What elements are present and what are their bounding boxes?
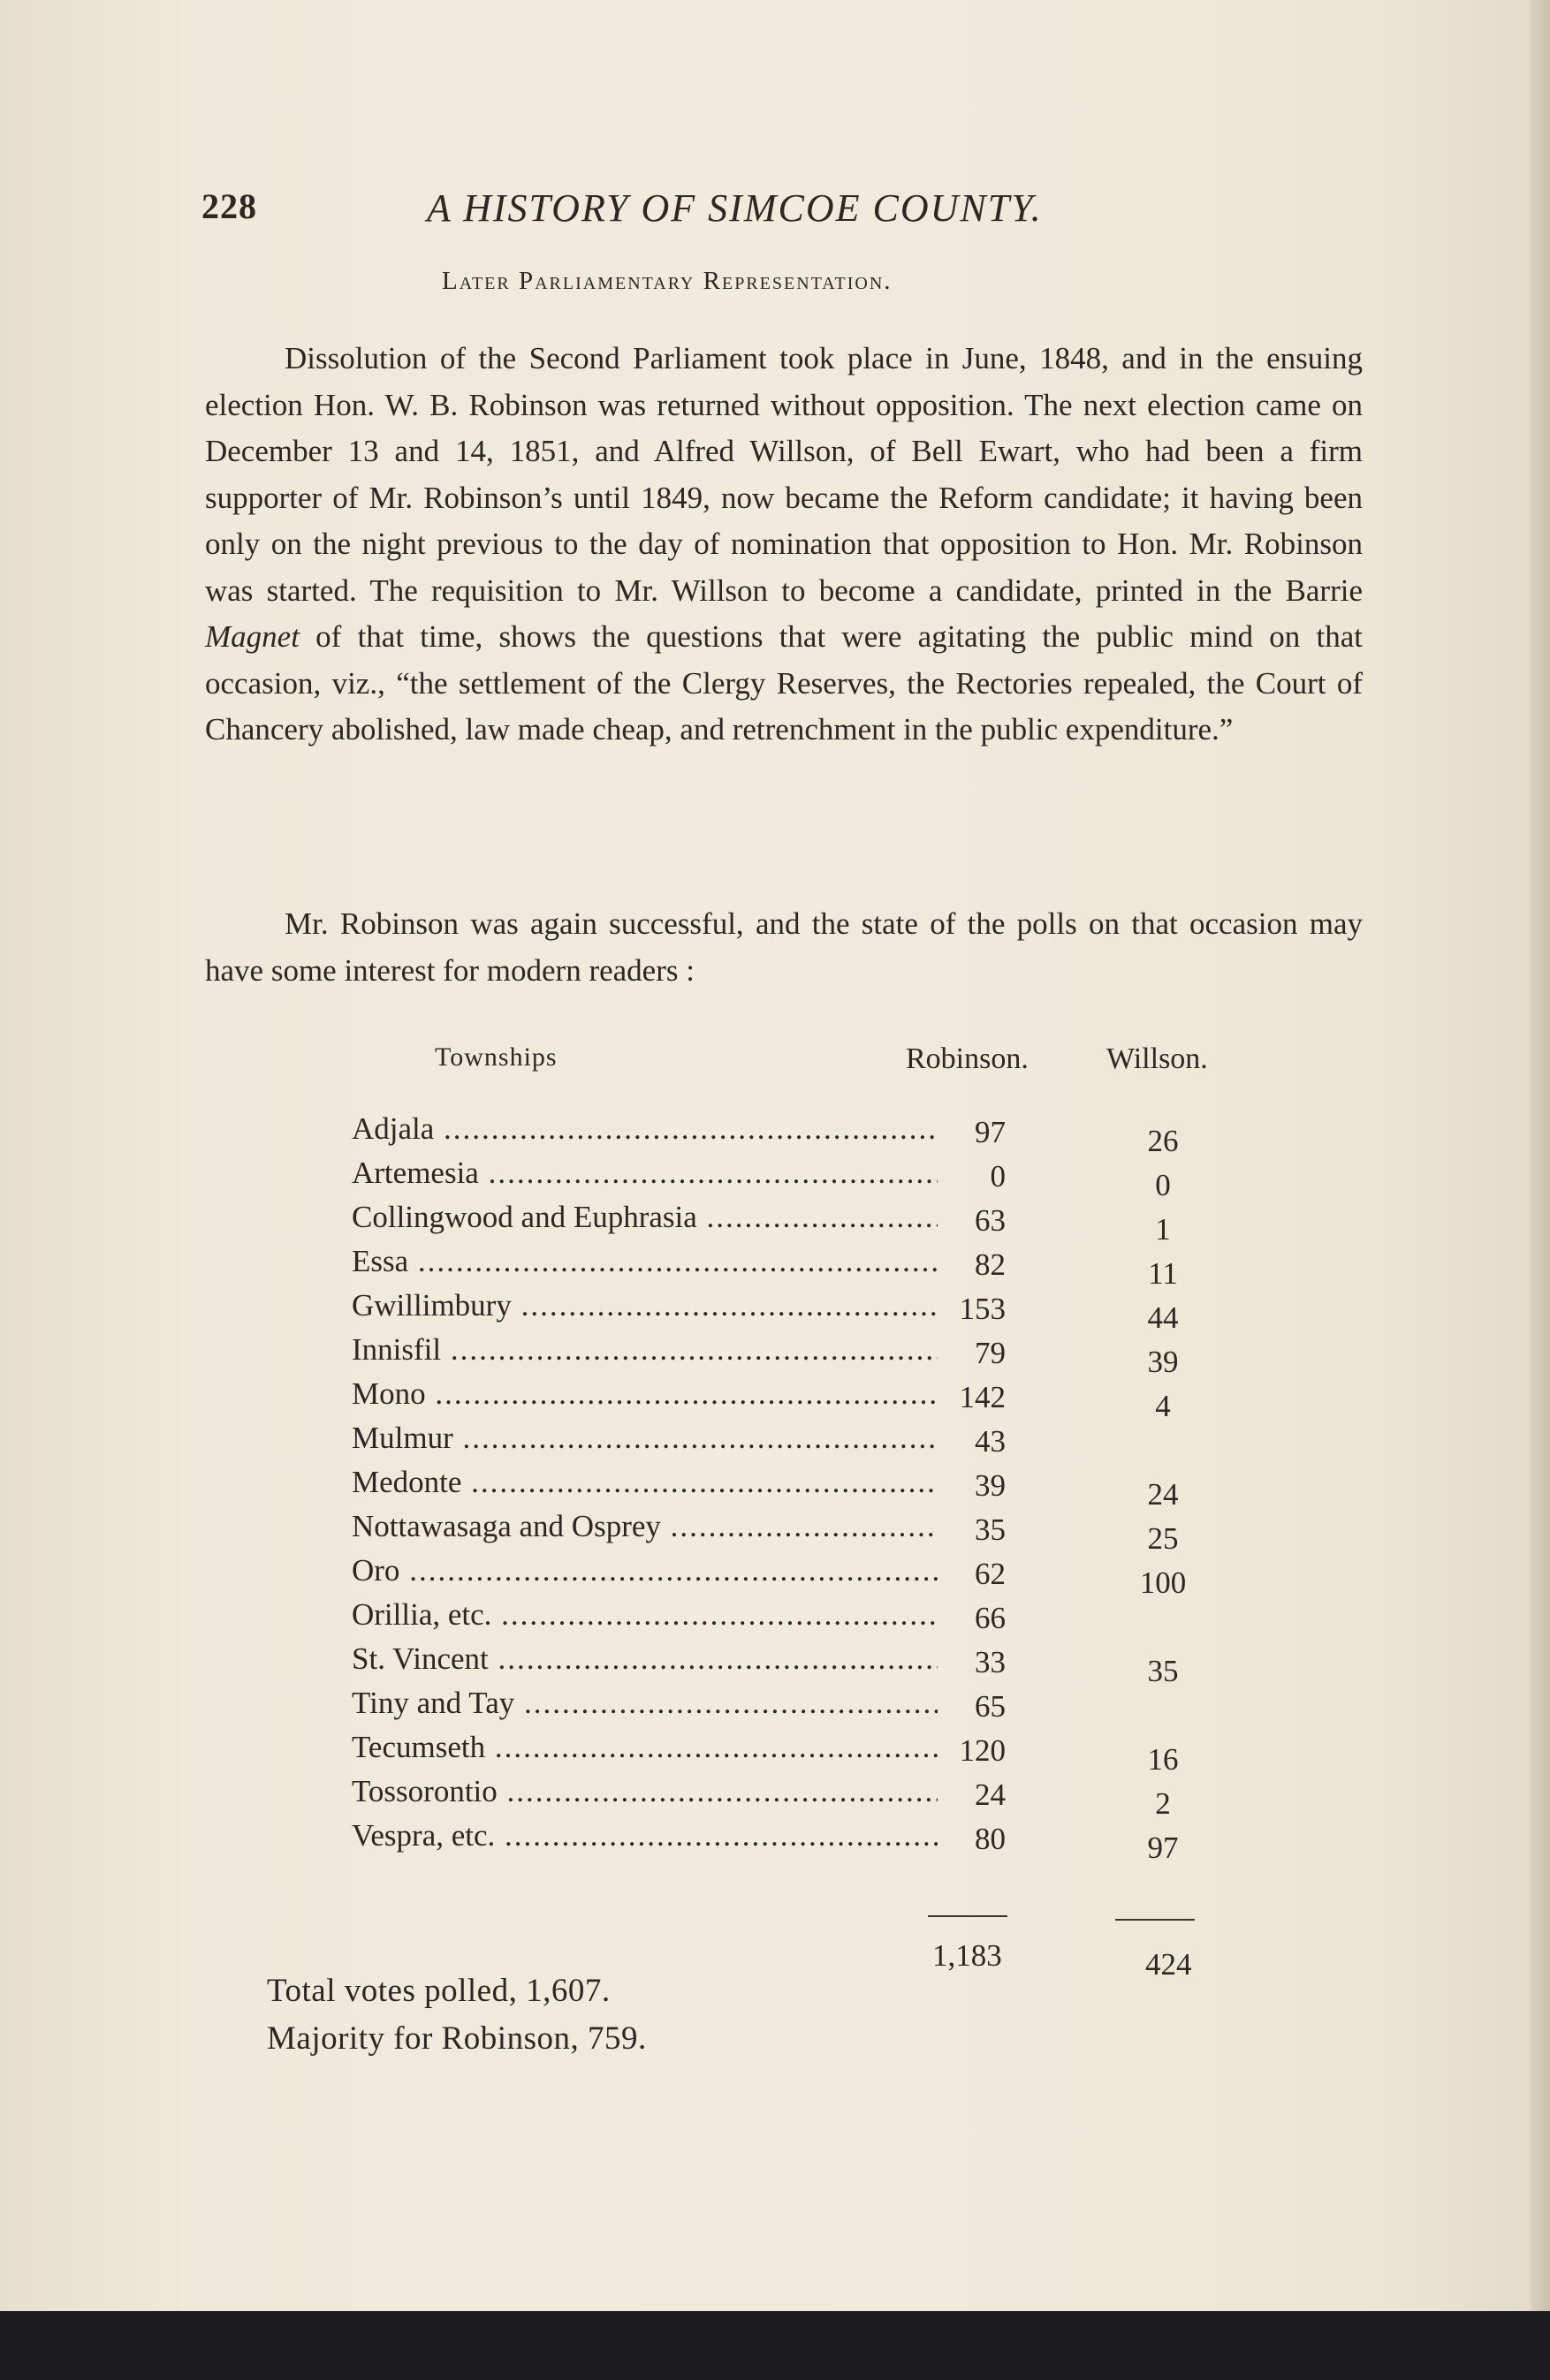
- page-number: 228: [201, 186, 257, 226]
- willson-votes: 97: [1147, 1830, 1179, 1865]
- willson-total: 424: [1145, 1947, 1192, 1982]
- willson-votes: 1: [1155, 1212, 1171, 1247]
- willson-votes: 11: [1148, 1256, 1178, 1291]
- robinson-votes: 33: [975, 1645, 1006, 1679]
- township-name: Innisfil .....: [352, 1332, 938, 1368]
- township-name: Collingwood and Euphrasia .....: [352, 1200, 938, 1235]
- township-name: Essa .....: [352, 1244, 938, 1279]
- table-row: [352, 1597, 1235, 1641]
- scan-bottom-border: [0, 2311, 1550, 2380]
- robinson-votes: 24: [975, 1777, 1006, 1812]
- table-row: [352, 1686, 1235, 1730]
- running-head: [201, 186, 1121, 239]
- willson-votes: 100: [1139, 1565, 1187, 1600]
- township-name: Mulmur .....: [352, 1421, 938, 1456]
- table-row: [352, 1200, 1235, 1247]
- robinson-votes: 66: [975, 1601, 1006, 1635]
- robinson-votes: 97: [975, 1115, 1006, 1149]
- robinson-votes: 79: [975, 1336, 1006, 1370]
- table-row: [352, 1553, 1235, 1600]
- table-row: [352, 1244, 1235, 1291]
- table-row: [352, 1156, 1235, 1200]
- willson-votes: 4: [1155, 1389, 1171, 1423]
- robinson-votes: 62: [975, 1557, 1006, 1591]
- table-row: [352, 1774, 1235, 1821]
- table-row: [352, 1111, 1235, 1156]
- total-rule-willson: [1115, 1919, 1195, 1921]
- township-name: Tossorontio .....: [352, 1774, 938, 1809]
- robinson-votes: 120: [959, 1733, 1006, 1768]
- township-name: Vespra, etc. .....: [352, 1818, 938, 1853]
- paragraph-text: Mr. Robinson was again successful, and the state of the polls on that occasion may have some interest for modern readers :: [205, 906, 1363, 988]
- table-row: [352, 1730, 1235, 1777]
- robinson-votes: 80: [975, 1822, 1006, 1856]
- willson-votes: 39: [1147, 1345, 1179, 1379]
- willson-votes: 0: [1155, 1168, 1171, 1202]
- column-header-willson: Willson.: [1106, 1042, 1208, 1075]
- paragraph-text: Dissolution of the Second Parliament took place in June, 1848, and in the ensuing election Hon. W. B. Robinson was returned without opposition. The next election came on December 13 and 14, 1851, and Alfred Willson, of Bell Ewart, who had been a firm supporter of Mr. Robinson’s until 1849, now became the Reform candidate; it having been only on the night previous to the day of nomination that opposition to Hon. Mr. Robinson was started. The requisition to Mr. Willson to become a candidate, printed in the Barrie: [205, 341, 1363, 608]
- willson-votes: 35: [1147, 1654, 1179, 1688]
- township-name: Medonte .....: [352, 1465, 938, 1500]
- table-row: [352, 1509, 1235, 1556]
- paragraph-text: of that time, shows the questions that were agitating the public mind on that occasion, viz., “the settlement of the Clergy Reserves, the Rectories repealed, the Court of Chancery abolished, law made cheap, and retrenchment in the public expenditure.”: [205, 619, 1364, 747]
- robinson-votes: 39: [975, 1468, 1006, 1503]
- willson-votes: 44: [1147, 1300, 1179, 1335]
- willson-votes: 2: [1155, 1786, 1171, 1821]
- robinson-votes: 82: [975, 1247, 1006, 1282]
- paragraph-dissolution: [205, 336, 1363, 754]
- table-row: [352, 1421, 1235, 1465]
- township-name: Nottawasaga and Osprey .....: [352, 1509, 938, 1544]
- newspaper-name: Magnet: [205, 619, 300, 654]
- willson-votes: 26: [1147, 1124, 1179, 1158]
- township-name: Oro .....: [352, 1553, 938, 1588]
- section-heading: Later Parliamentary Representation.: [442, 267, 893, 295]
- township-name: Gwillimbury .....: [352, 1288, 938, 1323]
- total-rule-robinson: [928, 1915, 1007, 1917]
- column-header-robinson: Robinson.: [906, 1042, 1029, 1075]
- willson-votes: 25: [1147, 1521, 1179, 1556]
- robinson-votes: 43: [975, 1424, 1006, 1459]
- township-name: Orillia, etc. .....: [352, 1597, 938, 1633]
- willson-votes: 16: [1147, 1742, 1179, 1777]
- majority-line: Majority for Robinson, 759.: [267, 2020, 647, 2057]
- robinson-votes: 65: [975, 1689, 1006, 1724]
- robinson-votes: 0: [990, 1159, 1006, 1194]
- column-header-townships: Townships: [435, 1042, 558, 1072]
- township-name: Tecumseth .....: [352, 1730, 938, 1765]
- table-row: [352, 1376, 1235, 1421]
- township-name: Adjala .....: [352, 1111, 938, 1147]
- table-row: [352, 1332, 1235, 1379]
- paragraph-polls: [205, 901, 1363, 994]
- township-name: Mono .....: [352, 1376, 938, 1412]
- township-name: Tiny and Tay .....: [352, 1686, 938, 1721]
- book-title: A HISTORY OF SIMCOE COUNTY.: [427, 186, 1043, 230]
- robinson-votes: 153: [959, 1292, 1006, 1326]
- page-edge: [1531, 0, 1550, 2380]
- table-row: [352, 1465, 1235, 1512]
- robinson-votes: 63: [975, 1203, 1006, 1238]
- table-row: [352, 1288, 1235, 1335]
- robinson-votes: 142: [959, 1380, 1006, 1414]
- total-votes-line: Total votes polled, 1,607.: [267, 1973, 611, 2009]
- robinson-total: 1,183: [932, 1938, 1002, 1973]
- table-row: [352, 1818, 1235, 1865]
- willson-votes: 24: [1147, 1477, 1179, 1512]
- robinson-votes: 35: [975, 1512, 1006, 1547]
- township-name: Artemesia .....: [352, 1156, 938, 1191]
- township-name: St. Vincent .....: [352, 1641, 938, 1677]
- poll-table: [352, 1111, 1235, 1865]
- table-row: [352, 1641, 1235, 1686]
